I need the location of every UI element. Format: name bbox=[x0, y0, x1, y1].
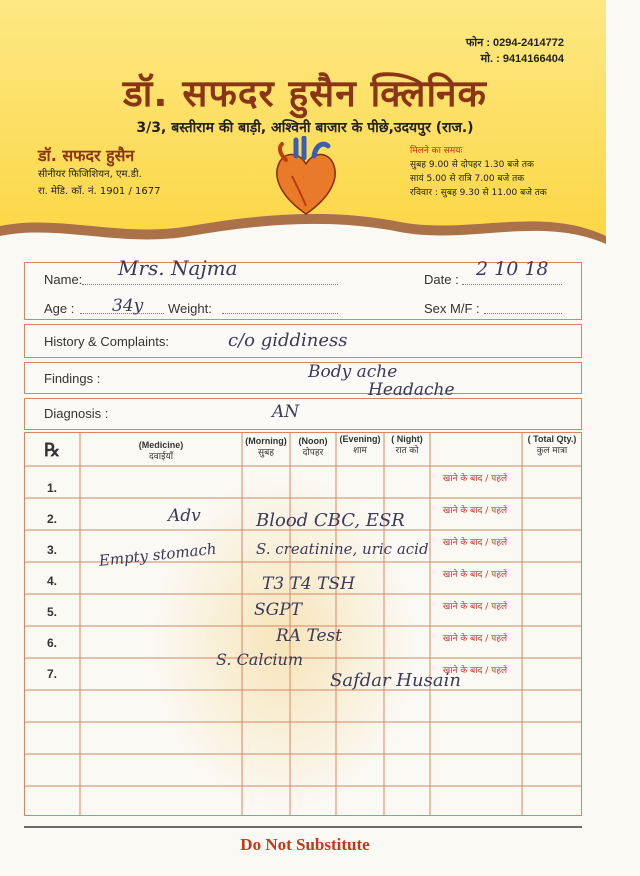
total-header-hi: कुल मात्रा bbox=[536, 445, 568, 455]
after-before-meal-label: खाने के बाद / पहले bbox=[442, 570, 508, 580]
age-label: Age : bbox=[44, 301, 75, 316]
noon-column-header bbox=[290, 436, 336, 458]
after-before-meal-label: खाने के बाद / पहले bbox=[442, 474, 508, 484]
timing-line: सायं 5.00 से रात्रि 7.00 बजे तक bbox=[410, 174, 525, 184]
after-before-meal-label: खाने के बाद / पहले bbox=[442, 506, 508, 516]
evening-header-hi: शाम bbox=[353, 445, 367, 455]
doctor-registration: रा. मेडि. कॉ. नं. 1901 / 1677 bbox=[38, 186, 161, 197]
row-number: 6. bbox=[46, 636, 57, 650]
handwritten-thyroid: T3 T4 TSH bbox=[262, 574, 355, 594]
name-label: Name: bbox=[44, 272, 83, 287]
after-before-meal-label: खाने के बाद / पहले bbox=[442, 538, 508, 548]
night-header-en: ( Night) bbox=[391, 434, 423, 444]
handwritten-empty-stomach: Empty stomach bbox=[98, 539, 218, 570]
timing-line: सुबह 9.00 से दोपहर 1.30 बजे तक bbox=[410, 160, 534, 170]
patient-name-handwritten: Mrs. Najma bbox=[118, 256, 238, 280]
row-number: 4. bbox=[46, 574, 57, 588]
rx-symbol: ℞ bbox=[44, 440, 61, 461]
clinic-title: डॉ. सफदर हुसैन क्लिनिक bbox=[123, 72, 487, 115]
history-handwritten: c/o giddiness bbox=[228, 330, 348, 351]
total-qty-column-header bbox=[522, 434, 582, 456]
diagnosis-label: Diagnosis : bbox=[44, 406, 109, 421]
medicine-column-header bbox=[80, 440, 242, 462]
findings-handwritten-2: Headache bbox=[368, 380, 455, 400]
history-label: History & Complaints: bbox=[44, 334, 169, 349]
row-number: 7. bbox=[46, 667, 57, 681]
timing-line: रविवार : सुबह 9.30 से 11.00 बजे तक bbox=[410, 188, 547, 198]
evening-column-header bbox=[336, 434, 384, 456]
weight-label: Weight: bbox=[168, 301, 212, 316]
handwritten-sgpt: SGPT bbox=[254, 600, 303, 620]
doctor-signature: Safdar Husain bbox=[330, 670, 461, 691]
after-before-meal-label: खाने के बाद / पहले bbox=[442, 602, 508, 612]
evening-header-en: (Evening) bbox=[339, 434, 381, 444]
handwritten-adv: Adv bbox=[168, 506, 201, 526]
noon-header-en: (Noon) bbox=[298, 436, 328, 446]
findings-handwritten: Body ache bbox=[308, 362, 398, 382]
doctor-name: डॉ. सफदर हुसैन bbox=[38, 146, 135, 165]
morning-column-header bbox=[242, 436, 290, 458]
footer-divider bbox=[24, 826, 582, 828]
age-handwritten: 34y bbox=[112, 296, 144, 316]
do-not-substitute-note: Do Not Substitute bbox=[240, 835, 370, 854]
morning-header-en: (Morning) bbox=[245, 436, 287, 446]
row-number: 1. bbox=[46, 481, 57, 495]
phone-number: फोन : 0294-2414772 bbox=[465, 37, 564, 49]
row-number: 3. bbox=[46, 543, 57, 557]
after-before-meal-label: खाने के बाद / पहले bbox=[442, 666, 508, 676]
total-header-en: ( Total Qty.) bbox=[527, 434, 577, 444]
sex-line bbox=[484, 301, 562, 314]
medicine-header-hi: दवाईयाँ bbox=[148, 451, 174, 461]
row-number: 2. bbox=[46, 512, 57, 526]
medicine-header-en: (Medicine) bbox=[138, 440, 184, 450]
night-header-hi: रात को bbox=[395, 445, 419, 455]
handwritten-calcium: S. Calcium bbox=[216, 650, 304, 669]
prescription-table-grid bbox=[24, 432, 582, 816]
findings-box bbox=[24, 362, 582, 394]
heart-logo-icon bbox=[272, 136, 340, 216]
findings-label: Findings : bbox=[44, 371, 101, 386]
mobile-number: मो. : 9414166404 bbox=[480, 53, 564, 65]
sex-label: Sex M/F : bbox=[424, 301, 480, 316]
weight-line bbox=[222, 301, 338, 314]
handwritten-creatinine: S. creatinine, uric acid bbox=[256, 540, 429, 558]
timings-heading: मिलने का समयः bbox=[410, 146, 463, 156]
diagnosis-handwritten: AN bbox=[272, 402, 300, 422]
night-column-header bbox=[384, 434, 430, 456]
handwritten-ra-test: RA Test bbox=[276, 626, 343, 646]
clinic-address: 3/3, बस्तीराम की बाड़ी, अश्विनी बाजार के पीछे,उदयपुर (राज.) bbox=[136, 120, 474, 136]
after-before-meal-label: खाने के बाद / पहले bbox=[442, 634, 508, 644]
date-handwritten: 2 10 18 bbox=[476, 258, 549, 280]
morning-header-hi: सुबह bbox=[257, 447, 274, 457]
date-label: Date : bbox=[424, 272, 459, 287]
handwritten-blood-tests: Blood CBC, ESR bbox=[256, 510, 405, 531]
noon-header-hi: दोपहर bbox=[302, 447, 324, 457]
row-number: 5. bbox=[46, 605, 57, 619]
doctor-qualification: सीनीयर फिजिशियन, एम.डी. bbox=[38, 169, 142, 180]
